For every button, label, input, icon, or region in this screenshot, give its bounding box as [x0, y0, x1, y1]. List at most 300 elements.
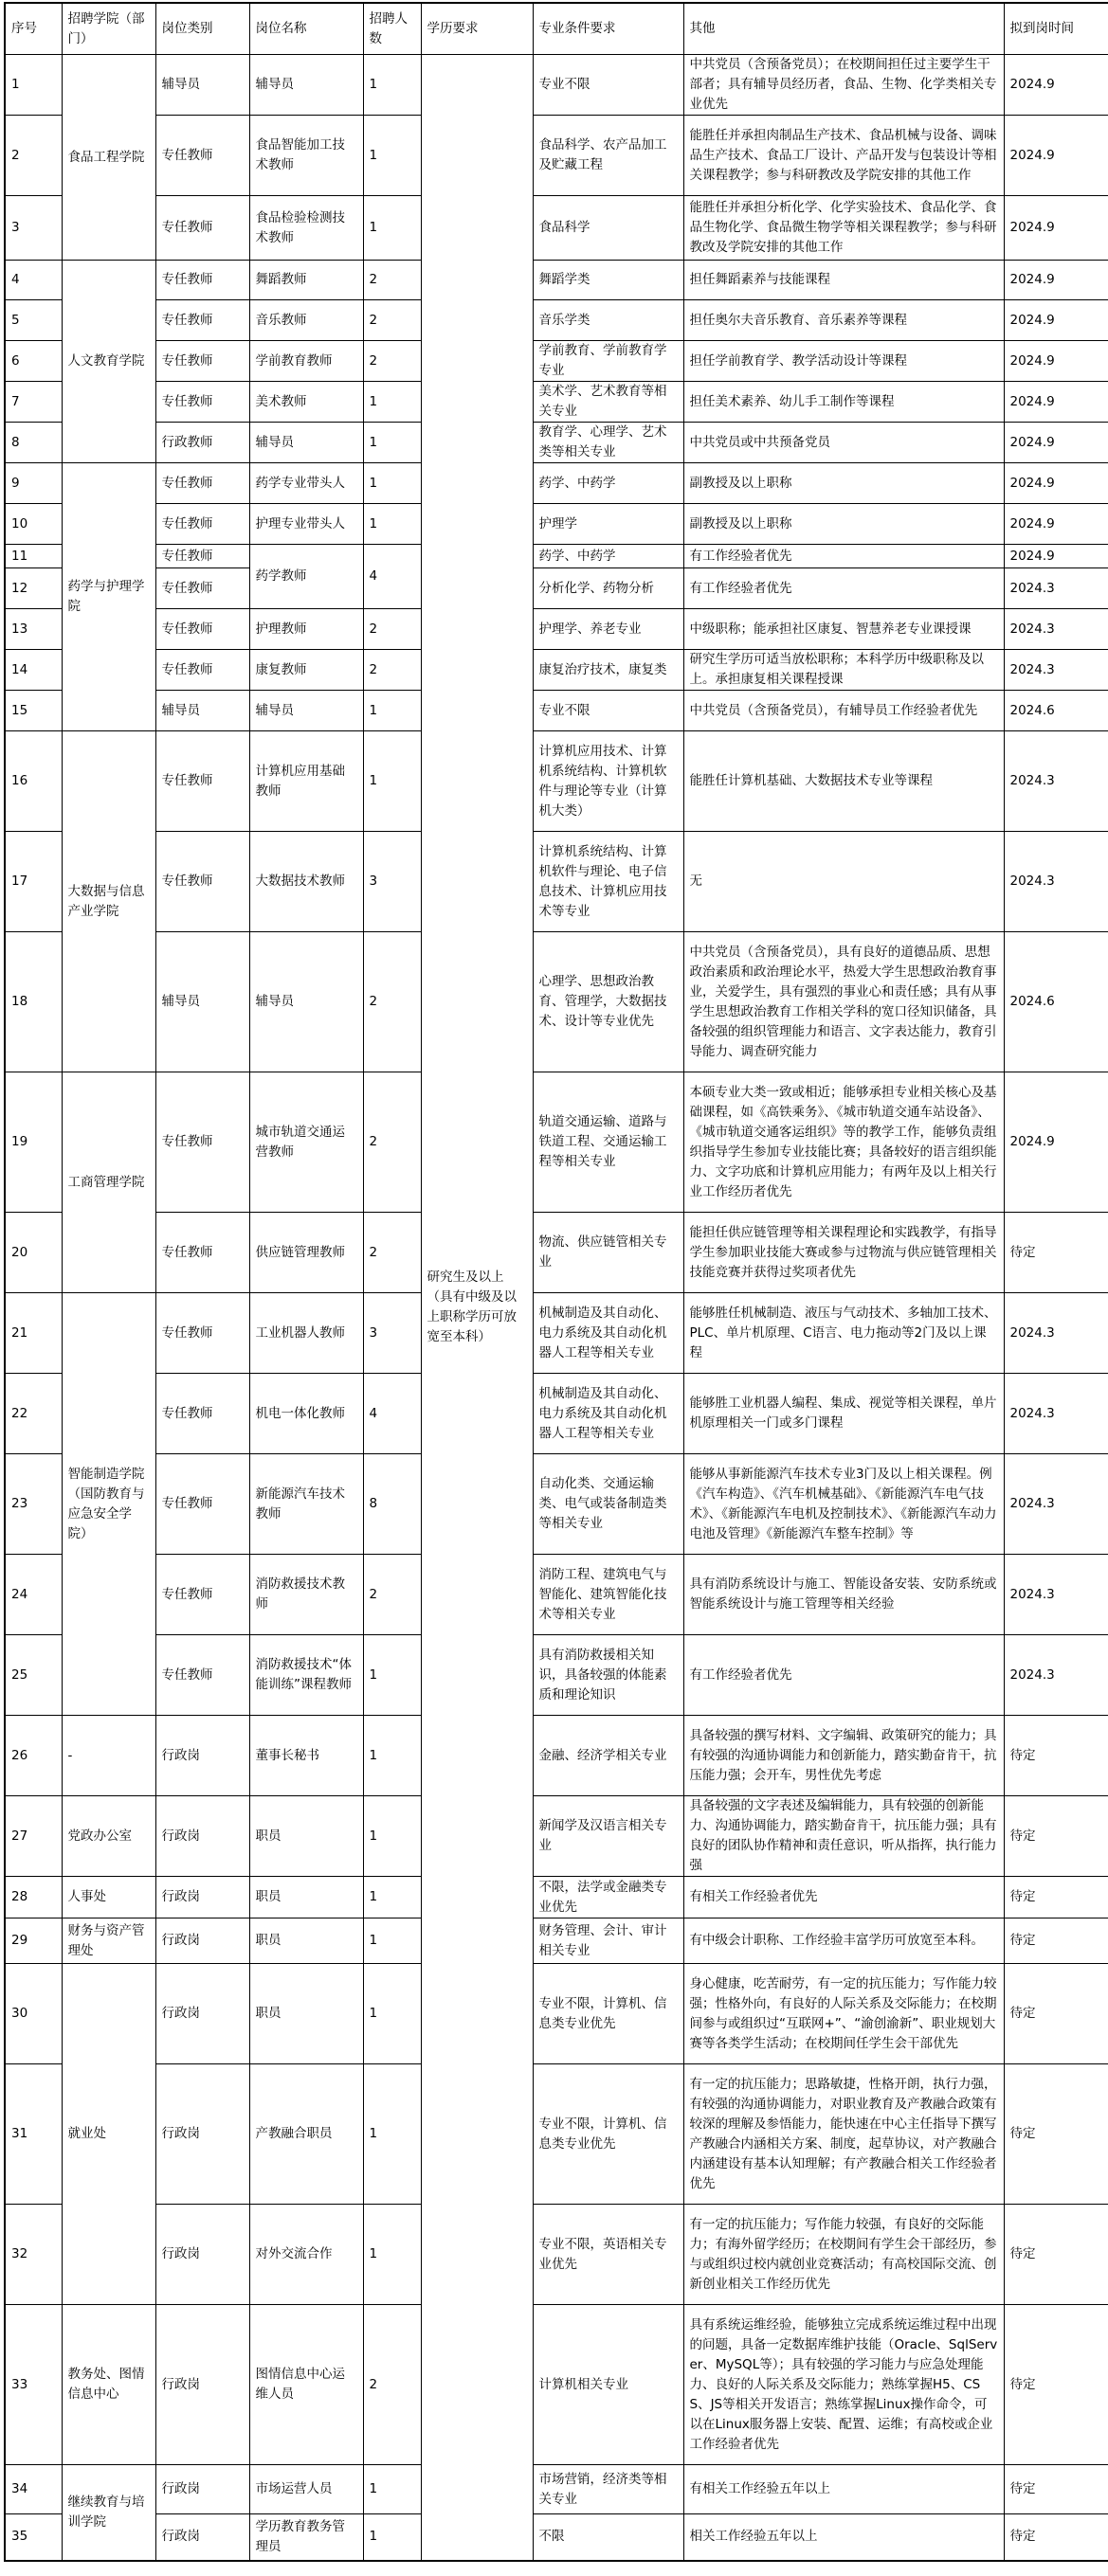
row-number: 4 — [5, 261, 62, 300]
row-number: 20 — [5, 1213, 62, 1293]
post-type-cell: 专任教师 — [155, 382, 249, 423]
post-name-cell: 食品检验检测技术教师 — [249, 196, 363, 261]
post-type-cell: 专任教师 — [155, 568, 249, 609]
table-row — [5, 691, 1108, 731]
post-type-cell: 行政教师 — [155, 423, 249, 463]
count-cell: 2 — [363, 341, 421, 382]
count-cell: 1 — [363, 2205, 421, 2305]
department-cell: 智能制造学院（国防教育与应急安全学院） — [62, 1293, 155, 1716]
row-number: 22 — [5, 1374, 62, 1454]
count-cell: 2 — [363, 609, 421, 650]
other-requirement-cell: 副教授及以上职称 — [683, 463, 1004, 504]
major-requirement-cell: 专业不限，英语相关专业优先 — [533, 2205, 683, 2305]
post-name-cell: 机电一体化教师 — [249, 1374, 363, 1454]
post-name-cell: 董事长秘书 — [249, 1716, 363, 1796]
department-cell: 人事处 — [62, 1877, 155, 1918]
table-row — [5, 55, 1108, 116]
row-number: 7 — [5, 382, 62, 423]
table-row — [5, 463, 1108, 504]
arrival-date-cell: 待定 — [1004, 2465, 1108, 2514]
header-post-name: 岗位名称 — [249, 3, 363, 55]
count-cell: 1 — [363, 196, 421, 261]
post-name-cell: 计算机应用基础教师 — [249, 731, 363, 832]
major-requirement-cell: 专业不限，计算机、信息类专业优先 — [533, 1964, 683, 2064]
post-name-cell: 图情信息中心运维人员 — [249, 2305, 363, 2465]
post-type-cell: 专任教师 — [155, 261, 249, 300]
table-row — [5, 2064, 1108, 2205]
other-requirement-cell: 有工作经验者优先 — [683, 1635, 1004, 1716]
arrival-date-cell: 2024.9 — [1004, 1072, 1108, 1213]
major-requirement-cell: 市场营销，经济类等相关专业 — [533, 2465, 683, 2514]
count-cell: 1 — [363, 731, 421, 832]
row-number: 5 — [5, 300, 62, 341]
table-row — [5, 1454, 1108, 1555]
post-type-cell: 行政岗 — [155, 2514, 249, 2561]
count-cell: 1 — [363, 1716, 421, 1796]
count-cell: 4 — [363, 545, 421, 609]
header-count: 招聘人数 — [363, 3, 421, 55]
other-requirement-cell: 有一定的抗压能力；思路敏捷，性格开朗，执行力强，有较强的沟通协调能力，对职业教育及产教融合政策有较深的理解及参悟能力，能快速在中心主任指导下撰写产教融合内涵相关方案、制度，起草协议，对产教融合内涵建设有基本认知理解；有产教融合相关工作经验者优先 — [683, 2064, 1004, 2205]
count-cell: 1 — [363, 2465, 421, 2514]
major-requirement-cell: 具有消防救援相关知识，具备较强的体能素质和理论知识 — [533, 1635, 683, 1716]
count-cell: 3 — [363, 1293, 421, 1374]
count-cell: 2 — [363, 1555, 421, 1635]
post-type-cell: 行政岗 — [155, 2064, 249, 2205]
post-name-cell: 药学专业带头人 — [249, 463, 363, 504]
other-requirement-cell: 具备较强的撰写材料、文字编辑、政策研究的能力；具有较强的沟通协调能力和创新能力，踏实勤奋肯干，抗压能力强；会开车，男性优先考虑 — [683, 1716, 1004, 1796]
table-row — [5, 504, 1108, 545]
post-type-cell: 辅导员 — [155, 55, 249, 116]
other-requirement-cell: 相关工作经验五年以上 — [683, 2514, 1004, 2561]
other-requirement-cell: 能胜任并承担分析化学、化学实验技术、食品化学、食品生物化学、食品微生物学等相关课程教学；参与科研教改及学院安排的其他工作 — [683, 196, 1004, 261]
table-row — [5, 2205, 1108, 2305]
post-type-cell: 专任教师 — [155, 300, 249, 341]
other-requirement-cell: 担任美术素养、幼儿手工制作等课程 — [683, 382, 1004, 423]
arrival-date-cell: 待定 — [1004, 1796, 1108, 1877]
post-type-cell: 行政岗 — [155, 2465, 249, 2514]
arrival-date-cell: 2024.9 — [1004, 300, 1108, 341]
arrival-date-cell: 2024.3 — [1004, 1635, 1108, 1716]
major-requirement-cell: 心理学、思想政治教育、管理学，大数据技术、设计等专业优先 — [533, 932, 683, 1072]
other-requirement-cell: 中共党员或中共预备党员 — [683, 423, 1004, 463]
other-requirement-cell: 具备较强的文字表述及编辑能力，具有较强的创新能力、沟通协调能力，踏实勤奋肯干，抗压能力强；具有良好的团队协作精神和责任意识，听从指挥，执行能力强 — [683, 1796, 1004, 1877]
other-requirement-cell: 有工作经验者优先 — [683, 545, 1004, 568]
post-name-cell: 辅导员 — [249, 691, 363, 731]
other-requirement-cell: 无 — [683, 832, 1004, 932]
arrival-date-cell: 2024.3 — [1004, 1374, 1108, 1454]
post-name-cell: 辅导员 — [249, 932, 363, 1072]
arrival-date-cell: 待定 — [1004, 2514, 1108, 2561]
major-requirement-cell: 教育学、心理学、艺术类等相关专业 — [533, 423, 683, 463]
header-row — [5, 3, 1108, 55]
arrival-date-cell: 2024.3 — [1004, 731, 1108, 832]
row-number: 10 — [5, 504, 62, 545]
count-cell: 1 — [363, 55, 421, 116]
post-type-cell: 专任教师 — [155, 196, 249, 261]
row-number: 6 — [5, 341, 62, 382]
post-type-cell: 专任教师 — [155, 341, 249, 382]
post-name-cell: 产教融合职员 — [249, 2064, 363, 2205]
post-type-cell: 行政岗 — [155, 2205, 249, 2305]
major-requirement-cell: 学前教育、学前教育学专业 — [533, 341, 683, 382]
arrival-date-cell: 2024.6 — [1004, 932, 1108, 1072]
department-cell: 人文教育学院 — [62, 261, 155, 463]
table-row — [5, 341, 1108, 382]
post-type-cell: 专任教师 — [155, 832, 249, 932]
row-number: 16 — [5, 731, 62, 832]
post-type-cell: 行政岗 — [155, 1877, 249, 1918]
other-requirement-cell: 研究生学历可适当放松职称；本科学历中级职称及以上。承担康复相关课程授课 — [683, 650, 1004, 691]
major-requirement-cell: 机械制造及其自动化、电力系统及其自动化机器人工程等相关专业 — [533, 1293, 683, 1374]
count-cell: 1 — [363, 463, 421, 504]
post-name-cell: 学前教育教师 — [249, 341, 363, 382]
header-department: 招聘学院（部门） — [62, 3, 155, 55]
post-name-cell: 康复教师 — [249, 650, 363, 691]
other-requirement-cell: 具有系统运维经验，能够独立完成系统运维过程中出现的问题，具备一定数据库维护技能（Oracle、SqlServer、MySQL等）；具有较强的学习能力与应急处理能力、良好的人际关系及交际能力；熟练掌握H5、CSS、JS等相关开发语言；熟练掌握Linux操作命令，可以在Linux服务器上安装、配置、运维；有高校或企业工作经验者优先 — [683, 2305, 1004, 2465]
row-number: 24 — [5, 1555, 62, 1635]
arrival-date-cell: 2024.3 — [1004, 1555, 1108, 1635]
arrival-date-cell: 2024.9 — [1004, 545, 1108, 568]
department-cell: 食品工程学院 — [62, 55, 155, 261]
count-cell: 1 — [363, 1877, 421, 1918]
table-row — [5, 1072, 1108, 1213]
arrival-date-cell: 待定 — [1004, 2205, 1108, 2305]
post-name-cell: 新能源汽车技术教师 — [249, 1454, 363, 1555]
major-requirement-cell: 财务管理、会计、审计相关专业 — [533, 1918, 683, 1964]
arrival-date-cell: 待定 — [1004, 1877, 1108, 1918]
department-cell: 财务与资产管理处 — [62, 1918, 155, 1964]
other-requirement-cell: 能够从事新能源汽车技术专业3门及以上相关课程。例《汽车构造》、《汽车机械基础》、《新能源汽车电气技术》、《新能源汽车电机及控制技术》、《新能源汽车动力电池及管理》《新能源汽车整车控制》等 — [683, 1454, 1004, 1555]
count-cell: 1 — [363, 2064, 421, 2205]
row-number: 32 — [5, 2205, 62, 2305]
row-number: 23 — [5, 1454, 62, 1555]
arrival-date-cell: 待定 — [1004, 1213, 1108, 1293]
table-row — [5, 1293, 1108, 1374]
count-cell: 2 — [363, 261, 421, 300]
count-cell: 1 — [363, 504, 421, 545]
other-requirement-cell: 有一定的抗压能力；写作能力较强，有良好的交际能力；有海外留学经历；在校期间有学生会干部经历，参与或组织过校内就创业竞赛活动；有高校国际交流、创新创业相关工作经历优先 — [683, 2205, 1004, 2305]
post-type-cell: 辅导员 — [155, 691, 249, 731]
arrival-date-cell: 待定 — [1004, 1716, 1108, 1796]
other-requirement-cell: 身心健康，吃苦耐劳，有一定的抗压能力；写作能力较强；性格外向，有良好的人际关系及交际能力；在校期间参与或组织过“互联网+”、“渝创渝新”、职业规划大赛等各类学生活动；在校期间任学生会干部优先 — [683, 1964, 1004, 2064]
arrival-date-cell: 待定 — [1004, 1964, 1108, 2064]
other-requirement-cell: 担任奥尔夫音乐教育、音乐素养等课程 — [683, 300, 1004, 341]
table-row — [5, 545, 1108, 568]
department-cell: - — [62, 1716, 155, 1796]
row-number: 25 — [5, 1635, 62, 1716]
major-requirement-cell: 金融、经济学相关专业 — [533, 1716, 683, 1796]
row-number: 28 — [5, 1877, 62, 1918]
arrival-date-cell: 2024.6 — [1004, 691, 1108, 731]
table-row — [5, 382, 1108, 423]
table-row — [5, 1213, 1108, 1293]
other-requirement-cell: 能够胜任机械制造、液压与气动技术、多轴加工技术、PLC、单片机原理、C语言、电力拖动等2门及以上课程 — [683, 1293, 1004, 1374]
row-number: 30 — [5, 1964, 62, 2064]
post-type-cell: 专任教师 — [155, 1374, 249, 1454]
major-requirement-cell: 康复治疗技术，康复类 — [533, 650, 683, 691]
table-row — [5, 650, 1108, 691]
department-cell: 大数据与信息产业学院 — [62, 731, 155, 1072]
post-type-cell: 专任教师 — [155, 1555, 249, 1635]
row-number: 8 — [5, 423, 62, 463]
post-type-cell: 专任教师 — [155, 609, 249, 650]
major-requirement-cell: 药学、中药学 — [533, 463, 683, 504]
count-cell: 1 — [363, 1635, 421, 1716]
post-type-cell: 专任教师 — [155, 1454, 249, 1555]
other-requirement-cell: 能胜任计算机基础、大数据技术专业等课程 — [683, 731, 1004, 832]
other-requirement-cell: 有相关工作经验者优先 — [683, 1877, 1004, 1918]
other-requirement-cell: 中共党员（含预备党员），具有良好的道德品质、思想政治素质和政治理论水平，热爱大学生思想政治教育事业，关爱学生，具有强烈的事业心和责任感；具有从事学生思想政治教育工作相关学科的宽口径知识储备，具备较强的组织管理能力和语言、文字表达能力，教育引导能力、调查研究能力 — [683, 932, 1004, 1072]
other-requirement-cell: 有工作经验者优先 — [683, 568, 1004, 609]
other-requirement-cell: 能担任供应链管理等相关课程理论和实践教学，有指导学生参加职业技能大赛或参与过物流与供应链管理相关技能竞赛并获得过奖项者优先 — [683, 1213, 1004, 1293]
major-requirement-cell: 计算机应用技术、计算机系统结构、计算机软件与理论等专业（计算机大类） — [533, 731, 683, 832]
row-number: 34 — [5, 2465, 62, 2514]
table-row — [5, 1918, 1108, 1964]
major-requirement-cell: 专业不限，计算机、信息类专业优先 — [533, 2064, 683, 2205]
department-cell: 就业处 — [62, 1964, 155, 2305]
post-name-cell: 职员 — [249, 1796, 363, 1877]
post-name-cell: 供应链管理教师 — [249, 1213, 363, 1293]
department-cell: 党政办公室 — [62, 1796, 155, 1877]
arrival-date-cell: 待定 — [1004, 2305, 1108, 2465]
arrival-date-cell: 2024.9 — [1004, 116, 1108, 196]
major-requirement-cell: 食品科学 — [533, 196, 683, 261]
major-requirement-cell: 物流、供应链管相关专业 — [533, 1213, 683, 1293]
arrival-date-cell: 2024.3 — [1004, 1293, 1108, 1374]
count-cell: 4 — [363, 1374, 421, 1454]
row-number: 35 — [5, 2514, 62, 2561]
other-requirement-cell: 担任学前教育学、教学活动设计等课程 — [683, 341, 1004, 382]
count-cell: 2 — [363, 2305, 421, 2465]
other-requirement-cell: 本硕专业大类一致或相近；能够承担专业相关核心及基础课程，如《高铁乘务》、《城市轨道交通车站设备》、《城市轨道交通客运组织》等的教学工作，能够负责组织指导学生参加专业技能比赛；具备较好的语言组织能力、文字功底和计算机应用能力；有两年及以上相关行业工作经历者优先 — [683, 1072, 1004, 1213]
other-requirement-cell: 有中级会计职称、工作经验丰富学历可放宽至本科。 — [683, 1918, 1004, 1964]
other-requirement-cell: 具有消防系统设计与施工、智能设备安装、安防系统或智能系统设计与施工管理等相关经验 — [683, 1555, 1004, 1635]
row-number: 31 — [5, 2064, 62, 2205]
post-type-cell: 专任教师 — [155, 1213, 249, 1293]
count-cell: 2 — [363, 1213, 421, 1293]
row-number: 19 — [5, 1072, 62, 1213]
post-type-cell: 专任教师 — [155, 463, 249, 504]
table-row — [5, 1635, 1108, 1716]
count-cell: 3 — [363, 832, 421, 932]
post-name-cell: 音乐教师 — [249, 300, 363, 341]
row-number: 11 — [5, 545, 62, 568]
major-requirement-cell: 专业不限 — [533, 691, 683, 731]
department-cell: 继续教育与培训学院 — [62, 2465, 155, 2561]
count-cell: 2 — [363, 650, 421, 691]
post-name-cell: 药学教师 — [249, 545, 363, 609]
count-cell: 1 — [363, 116, 421, 196]
count-cell: 1 — [363, 1796, 421, 1877]
arrival-date-cell: 2024.9 — [1004, 382, 1108, 423]
post-name-cell: 市场运营人员 — [249, 2465, 363, 2514]
education-requirement-cell: 研究生及以上（具有中级及以上职称学历可放宽至本科） — [421, 55, 533, 2561]
post-name-cell: 职员 — [249, 1964, 363, 2064]
post-name-cell: 工业机器人教师 — [249, 1293, 363, 1374]
arrival-date-cell: 2024.9 — [1004, 196, 1108, 261]
row-number: 2 — [5, 116, 62, 196]
table-row — [5, 300, 1108, 341]
count-cell: 1 — [363, 1964, 421, 2064]
major-requirement-cell: 分析化学、药物分析 — [533, 568, 683, 609]
other-requirement-cell: 担任舞蹈素养与技能课程 — [683, 261, 1004, 300]
major-requirement-cell: 护理学 — [533, 504, 683, 545]
post-name-cell: 食品智能加工技术教师 — [249, 116, 363, 196]
post-type-cell: 行政岗 — [155, 1964, 249, 2064]
table-row — [5, 1716, 1108, 1796]
row-number: 18 — [5, 932, 62, 1072]
header-other: 其他 — [683, 3, 1004, 55]
post-name-cell: 辅导员 — [249, 55, 363, 116]
table-row — [5, 116, 1108, 196]
major-requirement-cell: 轨道交通运输、道路与铁道工程、交通运输工程等相关专业 — [533, 1072, 683, 1213]
major-requirement-cell: 机械制造及其自动化、电力系统及其自动化机器人工程等相关专业 — [533, 1374, 683, 1454]
count-cell: 1 — [363, 2514, 421, 2561]
post-name-cell: 职员 — [249, 1918, 363, 1964]
table-row — [5, 731, 1108, 832]
post-type-cell: 专任教师 — [155, 650, 249, 691]
post-type-cell: 专任教师 — [155, 1635, 249, 1716]
post-type-cell: 行政岗 — [155, 2305, 249, 2465]
department-cell: 工商管理学院 — [62, 1072, 155, 1293]
table-row — [5, 423, 1108, 463]
post-name-cell: 城市轨道交通运营教师 — [249, 1072, 363, 1213]
arrival-date-cell: 2024.3 — [1004, 650, 1108, 691]
count-cell: 8 — [363, 1454, 421, 1555]
row-number: 17 — [5, 832, 62, 932]
post-type-cell: 专任教师 — [155, 504, 249, 545]
major-requirement-cell: 美术学、艺术教育等相关专业 — [533, 382, 683, 423]
arrival-date-cell: 2024.9 — [1004, 261, 1108, 300]
row-number: 1 — [5, 55, 62, 116]
major-requirement-cell: 不限 — [533, 2514, 683, 2561]
department-cell: 药学与护理学院 — [62, 463, 155, 731]
post-name-cell: 对外交流合作 — [249, 2205, 363, 2305]
row-number: 14 — [5, 650, 62, 691]
other-requirement-cell: 中级职称；能承担社区康复、智慧养老专业课授课 — [683, 609, 1004, 650]
post-name-cell: 护理教师 — [249, 609, 363, 650]
major-requirement-cell: 新闻学及汉语言相关专业 — [533, 1796, 683, 1877]
major-requirement-cell: 食品科学、农产品加工及贮藏工程 — [533, 116, 683, 196]
header-arrival-date: 拟到岗时间 — [1004, 3, 1108, 55]
arrival-date-cell: 2024.3 — [1004, 832, 1108, 932]
table-row — [5, 1796, 1108, 1877]
post-type-cell: 专任教师 — [155, 731, 249, 832]
post-type-cell: 专任教师 — [155, 1072, 249, 1213]
department-cell: 教务处、图情信息中心 — [62, 2305, 155, 2465]
post-type-cell: 行政岗 — [155, 1918, 249, 1964]
table-row — [5, 568, 1108, 609]
post-type-cell: 专任教师 — [155, 1293, 249, 1374]
row-number: 15 — [5, 691, 62, 731]
row-number: 3 — [5, 196, 62, 261]
count-cell: 1 — [363, 423, 421, 463]
table-row — [5, 932, 1108, 1072]
post-name-cell: 职员 — [249, 1877, 363, 1918]
table-row — [5, 1877, 1108, 1918]
other-requirement-cell: 能够胜工业机器人编程、集成、视觉等相关课程，单片机原理相关一门或多门课程 — [683, 1374, 1004, 1454]
row-number: 29 — [5, 1918, 62, 1964]
count-cell: 2 — [363, 300, 421, 341]
other-requirement-cell: 能胜任并承担肉制品生产技术、食品机械与设备、调味品生产技术、食品工厂设计、产品开发与包装设计等相关课程教学；参与科研教改及学院安排的其他工作 — [683, 116, 1004, 196]
major-requirement-cell: 舞蹈学类 — [533, 261, 683, 300]
row-number: 13 — [5, 609, 62, 650]
post-name-cell: 消防救援技术“体能训练”课程教师 — [249, 1635, 363, 1716]
major-requirement-cell: 专业不限 — [533, 55, 683, 116]
table-row — [5, 261, 1108, 300]
row-number: 27 — [5, 1796, 62, 1877]
row-number: 12 — [5, 568, 62, 609]
table-row — [5, 1555, 1108, 1635]
post-name-cell: 辅导员 — [249, 423, 363, 463]
arrival-date-cell: 2024.9 — [1004, 504, 1108, 545]
post-name-cell: 护理专业带头人 — [249, 504, 363, 545]
table-row — [5, 609, 1108, 650]
arrival-date-cell: 2024.3 — [1004, 568, 1108, 609]
arrival-date-cell: 待定 — [1004, 2064, 1108, 2205]
row-number: 33 — [5, 2305, 62, 2465]
row-number: 9 — [5, 463, 62, 504]
major-requirement-cell: 自动化类、交通运输类、电气或装备制造类等相关专业 — [533, 1454, 683, 1555]
header-major: 专业条件要求 — [533, 3, 683, 55]
post-name-cell: 大数据技术教师 — [249, 832, 363, 932]
arrival-date-cell: 2024.3 — [1004, 1454, 1108, 1555]
arrival-date-cell: 2024.9 — [1004, 341, 1108, 382]
arrival-date-cell: 待定 — [1004, 1918, 1108, 1964]
arrival-date-cell: 2024.9 — [1004, 55, 1108, 116]
count-cell: 1 — [363, 1918, 421, 1964]
post-type-cell: 专任教师 — [155, 116, 249, 196]
post-type-cell: 行政岗 — [155, 1796, 249, 1877]
other-requirement-cell: 副教授及以上职称 — [683, 504, 1004, 545]
other-requirement-cell: 有相关工作经验五年以上 — [683, 2465, 1004, 2514]
post-name-cell: 舞蹈教师 — [249, 261, 363, 300]
arrival-date-cell: 2024.9 — [1004, 423, 1108, 463]
count-cell: 1 — [363, 382, 421, 423]
arrival-date-cell: 2024.9 — [1004, 463, 1108, 504]
row-number: 26 — [5, 1716, 62, 1796]
table-row — [5, 2305, 1108, 2465]
other-requirement-cell: 中共党员（含预备党员）；在校期间担任过主要学生干部者；具有辅导员经历者，食品、生物、化学类相关专业优先 — [683, 55, 1004, 116]
header-post-type: 岗位类别 — [155, 3, 249, 55]
count-cell: 1 — [363, 691, 421, 731]
table-row — [5, 1964, 1108, 2064]
other-requirement-cell: 中共党员（含预备党员），有辅导员工作经验者优先 — [683, 691, 1004, 731]
count-cell: 2 — [363, 1072, 421, 1213]
count-cell: 2 — [363, 932, 421, 1072]
post-name-cell: 学历教育教务管理员 — [249, 2514, 363, 2561]
arrival-date-cell: 2024.3 — [1004, 609, 1108, 650]
post-type-cell: 辅导员 — [155, 932, 249, 1072]
post-type-cell: 行政岗 — [155, 1716, 249, 1796]
major-requirement-cell: 消防工程、建筑电气与智能化、建筑智能化技术等相关专业 — [533, 1555, 683, 1635]
major-requirement-cell: 计算机系统结构、计算机软件与理论、电子信息技术、计算机应用技术等专业 — [533, 832, 683, 932]
major-requirement-cell: 护理学、养老专业 — [533, 609, 683, 650]
table-row — [5, 2465, 1108, 2514]
table-row — [5, 196, 1108, 261]
major-requirement-cell: 不限，法学或金融类专业优先 — [533, 1877, 683, 1918]
post-type-cell: 专任教师 — [155, 545, 249, 568]
recruitment-table — [4, 2, 1108, 2562]
row-number: 21 — [5, 1293, 62, 1374]
major-requirement-cell: 计算机相关专业 — [533, 2305, 683, 2465]
header-no: 序号 — [5, 3, 62, 55]
major-requirement-cell: 音乐学类 — [533, 300, 683, 341]
table-row — [5, 832, 1108, 932]
post-name-cell: 美术教师 — [249, 382, 363, 423]
post-name-cell: 消防救援技术教师 — [249, 1555, 363, 1635]
table-row — [5, 1374, 1108, 1454]
